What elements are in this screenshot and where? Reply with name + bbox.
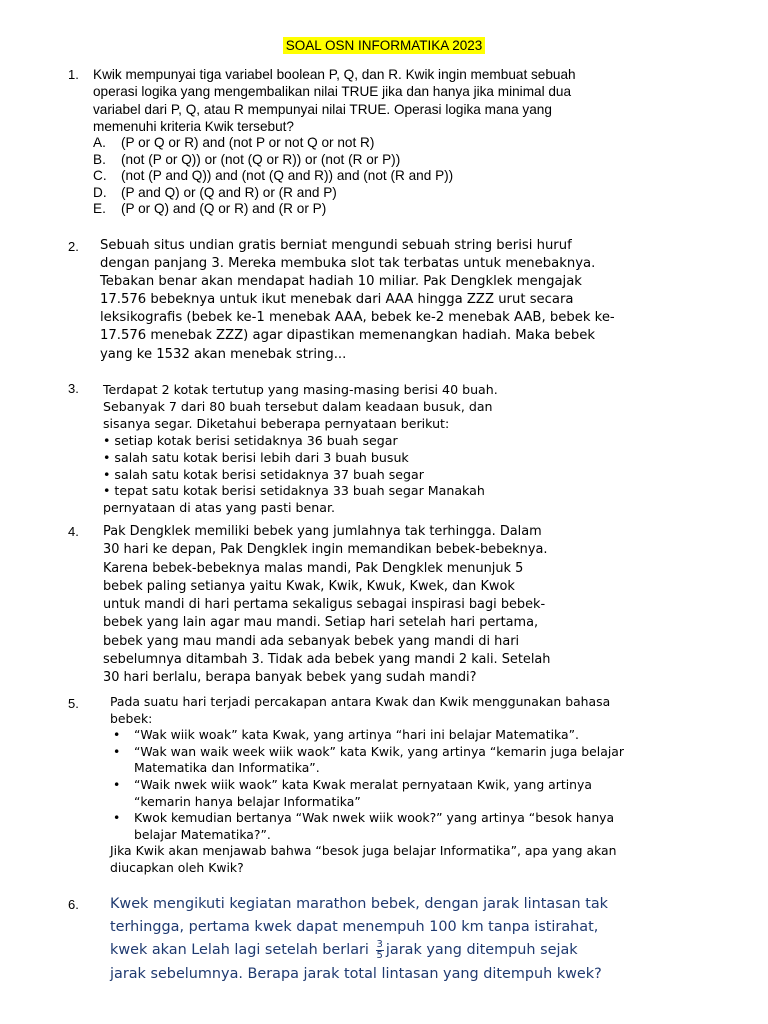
question-3 — [103, 382, 503, 517]
question-5 — [110, 694, 640, 877]
question-2 — [100, 237, 630, 364]
question-1-line: variabel dari P, Q, atau R mempunyai nilai TRUE. Operasi logika mana yang — [93, 101, 552, 117]
dialogue-item: • Kwok kemudian bertanya “Wak nwek wiik wook?” yang artinya “besok hanya belajar Matematika?”. — [110, 810, 640, 843]
question-3-line: Terdapat 2 kotak tertutup yang masing-masing berisi 40 buah. — [103, 382, 498, 397]
question-6 — [110, 893, 630, 986]
question-6-line-with-fraction — [110, 939, 630, 962]
option-letter: C. — [93, 168, 107, 184]
fraction — [376, 940, 384, 961]
option-letter: E. — [93, 201, 106, 217]
question-4-line: untuk mandi di hari pertama sekaligus sebagai inspirasi bagi bebek- — [103, 597, 546, 613]
question-4 — [103, 523, 563, 688]
option-text: (not (P and Q)) and (not (Q and R)) and (not (R and P)) — [121, 168, 454, 184]
question-2-line: Tebakan benar akan mendapat hadiah 10 miliar. Pak Dengklek mengajak — [100, 274, 582, 290]
question-2-line: Sebuah situs undian gratis berniat mengundi sebuah string berisi huruf — [100, 238, 572, 253]
question-3-line: sisanya segar. Diketahui beberapa pernyataan berikut: — [103, 415, 450, 431]
question-4-number: 4. — [68, 524, 79, 539]
dialogue-list — [110, 727, 640, 843]
option-text: (P or Q) and (Q or R) and (R or P) — [121, 201, 327, 217]
question-2-line: dengan panjang 3. Mereka membuka slot tak terbatas untuk menebaknya. — [100, 256, 596, 272]
option-e — [93, 201, 648, 218]
question-1 — [93, 66, 648, 218]
question-1-line: operasi logika yang mengembalikan nilai TRUE jika dan hanya jika minimal dua — [93, 84, 572, 100]
option-text: (P and Q) or (Q and R) or (R and P) — [121, 184, 337, 200]
text-after-fraction: jarak yang ditempuh sejak — [385, 942, 578, 959]
question-1-line: Kwik mempunyai tiga variabel boolean P, Q, dan R. Kwik ingin membuat sebuah — [93, 67, 576, 82]
option-letter: D. — [93, 184, 107, 200]
option-c — [93, 168, 648, 185]
question-6-line: jarak sebelumnya. Berapa jarak total lintasan yang ditempuh kwek? — [110, 965, 602, 982]
question-3-line: Sebanyak 7 dari 80 buah tersebut dalam keadaan busuk, dan — [103, 398, 493, 414]
option-a — [93, 135, 648, 152]
question-5-intro: Pada suatu hari terjadi percakapan antara Kwak dan Kwik menggunakan bahasa bebek: — [110, 694, 611, 726]
document-title — [0, 38, 768, 53]
question-4-line: 30 hari berlalu, berapa banyak bebek yang sudah mandi? — [103, 670, 477, 686]
question-5-closing: Jika Kwik akan menjawab bahwa “besok juga belajar Informatika”, apa yang akan diucapkan oleh Kwik? — [110, 843, 617, 875]
question-5-number: 5. — [68, 696, 79, 711]
question-2-line: 17.576 menebak ZZZ) agar dipastikan memenangkan hadiah. Maka bebek — [100, 328, 596, 344]
question-4-line: 30 hari ke depan, Pak Dengklek ingin memandikan bebek-bebeknya. — [103, 542, 548, 558]
question-4-line: sebelumnya ditambah 3. Tidak ada bebek yang mandi 2 kali. Setelah — [103, 652, 551, 668]
question-4-line: Karena bebek-bebeknya malas mandi, Pak Dengklek menunjuk 5 — [103, 560, 524, 576]
question-2-line: leksikografis (bebek ke-1 menebak AAA, bebek ke-2 menebak AAB, bebek ke- — [100, 310, 615, 326]
option-letter: B. — [93, 151, 106, 167]
question-2-line: yang ke 1532 akan menebak string... — [100, 346, 347, 362]
question-2-line: 17.576 bebeknya untuk ikut menebak dari AAA hingga ZZZ urut secara — [100, 292, 574, 308]
fraction-denominator: 5 — [376, 949, 383, 961]
question-6-number: 6. — [68, 897, 79, 912]
question-4-line: bebek yang mau mandi ada sebanyak bebek yang mandi di hari — [103, 633, 520, 649]
dialogue-item: • “Wak wan waik week wiik waok” kata Kwik, yang artinya “kemarin juga belajar Matematika dan Informatika”. — [110, 744, 640, 777]
statement-item: • setiap kotak berisi setidaknya 36 buah segar — [103, 432, 398, 448]
question-6-line: Kwek mengikuti kegiatan marathon bebek, dengan jarak lintasan tak — [110, 896, 608, 912]
dialogue-item: • “Wak wiik woak” kata Kwak, yang artinya “hari ini belajar Matematika”. — [110, 727, 640, 744]
option-text: (not (P or Q)) or (not (Q or R)) or (not (R or P)) — [121, 151, 401, 167]
question-6-line: terhingga, pertama kwek dapat menempuh 100 km tanpa istirahat, — [110, 919, 599, 936]
question-4-line: bebek paling setianya yaitu Kwak, Kwik, Kwuk, Kwek, dan Kwok — [103, 578, 515, 594]
statement-item: • salah satu kotak berisi setidaknya 37 buah segar — [103, 466, 424, 482]
question-2-number: 2. — [68, 239, 79, 254]
statement-item: • salah satu kotak berisi lebih dari 3 buah busuk — [103, 449, 409, 465]
option-b — [93, 152, 648, 169]
question-3-line: pernyataan di atas yang pasti benar. — [103, 500, 335, 516]
question-3-number: 3. — [68, 381, 79, 396]
question-1-number: 1. — [68, 67, 79, 82]
dialogue-item: • “Waik nwek wiik waok” kata Kwak meralat pernyataan Kwik, yang artinya “kemarin hanya belajar Informatika” — [110, 777, 640, 810]
fraction-numerator: 3 — [376, 938, 383, 950]
option-text: (P or Q or R) and (not P or not Q or not R) — [121, 135, 375, 151]
question-1-line: memenuhi kriteria Kwik tersebut? — [93, 118, 294, 134]
statement-item: • tepat satu kotak berisi setidaknya 33 buah segar Manakah — [103, 483, 485, 499]
text-before-fraction: kwek akan Lelah lagi setelah berlari — [110, 942, 374, 959]
title-highlight: SOAL OSN INFORMATIKA 2023 — [283, 37, 486, 54]
option-letter: A. — [93, 135, 106, 151]
option-d — [93, 185, 648, 202]
question-4-line: bebek yang lain agar mau mandi. Setiap hari setelah hari pertama, — [103, 615, 539, 631]
question-4-line: Pak Dengklek memiliki bebek yang jumlahnya tak terhingga. Dalam — [103, 524, 542, 539]
